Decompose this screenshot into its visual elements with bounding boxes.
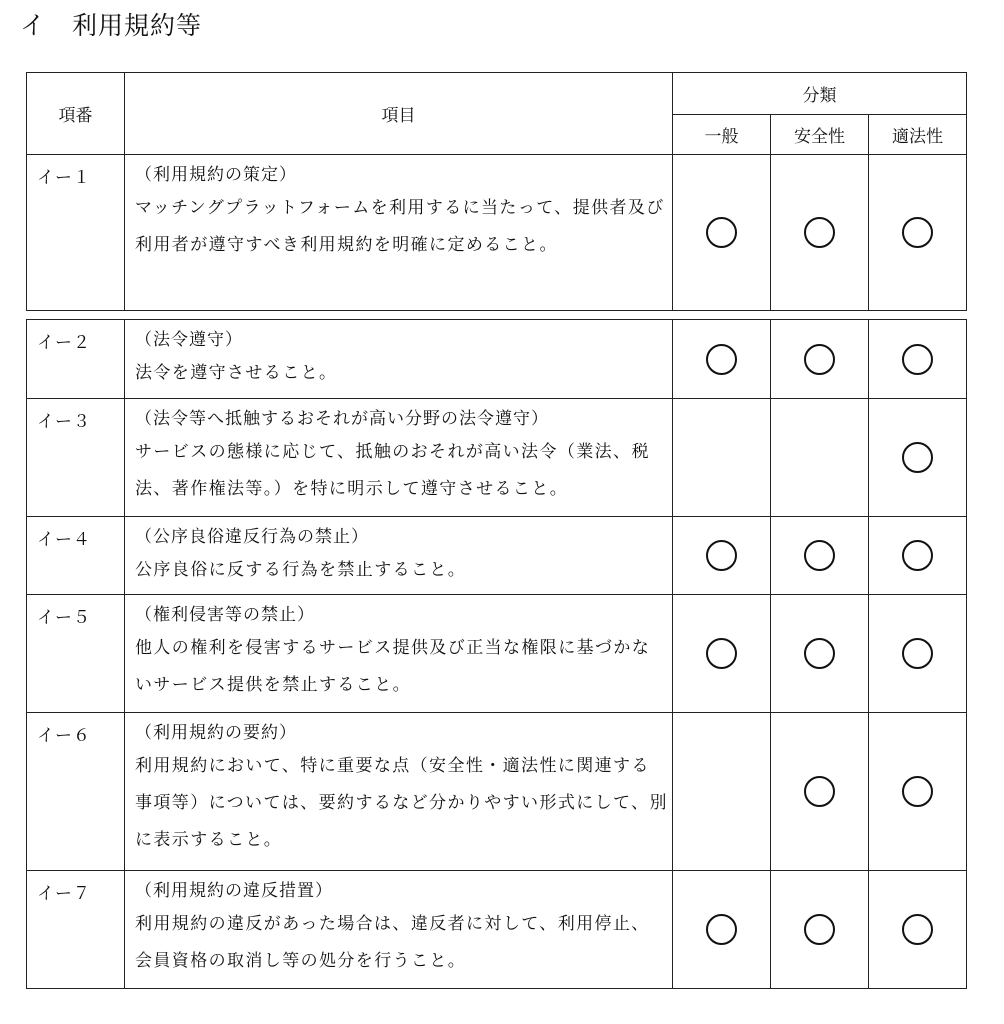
circle-mark-icon bbox=[902, 217, 933, 248]
circle-mark-icon bbox=[706, 540, 737, 571]
compliance-cell bbox=[869, 399, 967, 517]
header-compliance: 適法性 bbox=[869, 115, 967, 155]
safety-cell bbox=[771, 517, 869, 595]
row-item bbox=[125, 517, 673, 595]
table-row bbox=[27, 399, 967, 517]
header-no: 項番 bbox=[27, 73, 125, 155]
circle-mark-icon bbox=[902, 914, 933, 945]
circle-mark-icon bbox=[706, 217, 737, 248]
row-body: 利用規約の違反があった場合は、違反者に対して、利用停止、会員資格の取消し等の処分を行うこと。 bbox=[135, 914, 650, 971]
compliance-cell bbox=[869, 155, 967, 311]
circle-mark-icon bbox=[902, 540, 933, 571]
safety-cell bbox=[771, 713, 869, 871]
general-cell bbox=[673, 871, 771, 989]
row-item bbox=[125, 713, 673, 871]
row-body: 利用規約において、特に重要な点（安全性・適法性に関連する事項等）については、要約するなど分かりやすい形式にして、別に表示すること。 bbox=[135, 756, 668, 850]
section-heading: イ 利用規約等 bbox=[20, 11, 203, 40]
requirements-table-top bbox=[26, 72, 967, 311]
circle-mark-icon bbox=[804, 217, 835, 248]
safety-cell bbox=[771, 871, 869, 989]
row-body: 他人の権利を侵害するサービス提供及び正当な権限に基づかないサービス提供を禁止すること。 bbox=[135, 638, 651, 695]
compliance-cell bbox=[869, 595, 967, 713]
row-number: イー２ bbox=[27, 320, 125, 399]
circle-mark-icon bbox=[804, 914, 835, 945]
row-title: （利用規約の要約） bbox=[135, 723, 297, 743]
circle-mark-icon bbox=[804, 540, 835, 571]
safety-cell bbox=[771, 595, 869, 713]
header-general: 一般 bbox=[673, 115, 771, 155]
general-cell bbox=[673, 320, 771, 399]
row-number: イー３ bbox=[27, 399, 125, 517]
circle-mark-icon bbox=[902, 344, 933, 375]
safety-cell bbox=[771, 155, 869, 311]
compliance-cell bbox=[869, 871, 967, 989]
table-row bbox=[27, 320, 967, 399]
circle-mark-icon bbox=[804, 776, 835, 807]
table-row bbox=[27, 871, 967, 989]
general-cell bbox=[673, 155, 771, 311]
compliance-cell bbox=[869, 713, 967, 871]
circle-mark-icon bbox=[706, 344, 737, 375]
row-number: イー７ bbox=[27, 871, 125, 989]
header-safety: 安全性 bbox=[771, 115, 869, 155]
compliance-cell bbox=[869, 320, 967, 399]
row-title: （法令遵守） bbox=[135, 330, 243, 350]
row-body: 法令を遵守させること。 bbox=[135, 363, 338, 383]
circle-mark-icon bbox=[804, 344, 835, 375]
row-number: イー６ bbox=[27, 713, 125, 871]
row-number: イー４ bbox=[27, 517, 125, 595]
row-title: （利用規約の違反措置） bbox=[135, 881, 333, 901]
general-cell bbox=[673, 595, 771, 713]
general-cell bbox=[673, 399, 771, 517]
table-row bbox=[27, 595, 967, 713]
circle-mark-icon bbox=[902, 776, 933, 807]
row-body: マッチングプラットフォームを利用するに当たって、提供者及び利用者が遵守すべき利用規約を明確に定めること。 bbox=[135, 198, 665, 255]
table-row bbox=[27, 713, 967, 871]
row-item bbox=[125, 399, 673, 517]
general-cell bbox=[673, 713, 771, 871]
circle-mark-icon bbox=[902, 442, 933, 473]
safety-cell bbox=[771, 320, 869, 399]
row-item bbox=[125, 595, 673, 713]
row-title: （法令等へ抵触するおそれが高い分野の法令遵守） bbox=[135, 409, 549, 429]
general-cell bbox=[673, 517, 771, 595]
row-item bbox=[125, 871, 673, 989]
row-item bbox=[125, 320, 673, 399]
circle-mark-icon bbox=[902, 638, 933, 669]
row-title: （権利侵害等の禁止） bbox=[135, 605, 315, 625]
row-body: サービスの態様に応じて、抵触のおそれが高い法令（業法、税法、著作権法等。）を特に明示して遵守させること。 bbox=[135, 442, 650, 499]
table-row bbox=[27, 155, 967, 311]
circle-mark-icon bbox=[804, 638, 835, 669]
safety-cell bbox=[771, 399, 869, 517]
circle-mark-icon bbox=[706, 638, 737, 669]
row-number: イー１ bbox=[27, 155, 125, 311]
row-title: （公序良俗違反行為の禁止） bbox=[135, 527, 369, 547]
compliance-cell bbox=[869, 517, 967, 595]
table-row bbox=[27, 517, 967, 595]
header-category: 分類 bbox=[673, 73, 967, 115]
row-item bbox=[125, 155, 673, 311]
header-item: 項目 bbox=[125, 73, 673, 155]
row-title: （利用規約の策定） bbox=[135, 165, 297, 185]
requirements-table-bottom bbox=[26, 319, 967, 989]
row-number: イー５ bbox=[27, 595, 125, 713]
row-body: 公序良俗に反する行為を禁止すること。 bbox=[135, 560, 467, 580]
circle-mark-icon bbox=[706, 914, 737, 945]
